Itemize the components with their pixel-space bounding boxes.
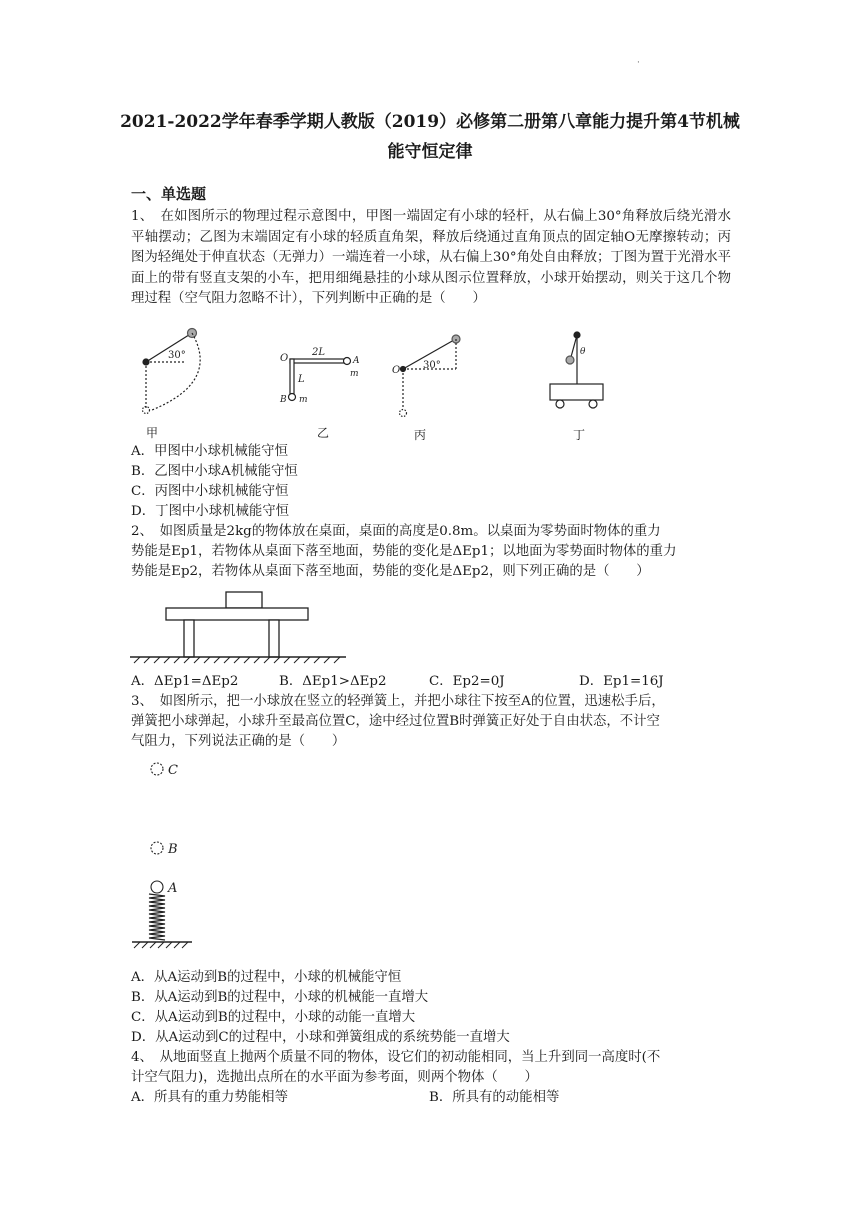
- page-title-line1: 2021-2022学年春季学期人教版（2019）必修第二册第八章能力提升第4节机械: [120, 112, 740, 132]
- question-1-option-d: D．丁图中小球机械能守恒: [131, 504, 290, 519]
- question-3-stem-line1: 3、 如图所示，把一小球放在竖立的轻弹簧上，并把小球往下按至A的位置，迅速松手后，: [131, 694, 665, 709]
- question-4-stem-line1: 4、 从地面竖直上抛两个质量不同的物体，设它们的初动能相同，当上升到同一高度时(不: [131, 1050, 661, 1065]
- question-4-stem-line2: 计空气阻力)，选抛出点所在的水平面为参考面，则两个物体（ ）: [131, 1070, 538, 1085]
- question-4-option-a: A．所具有的重力势能相等: [131, 1090, 288, 1105]
- figure-yi-O: O: [280, 353, 289, 364]
- question-2-option-a: A．ΔEp1=ΔEp2: [131, 674, 239, 689]
- question-2-stem-line3: 势能是Ep2，若物体从桌面下落至地面，势能的变化是ΔEp2，则下列正确的是（ ）: [131, 564, 650, 579]
- question-2-option-c: C．Ep2=0J: [429, 674, 505, 689]
- question-2-stem-line2: 势能是Ep1，若物体从桌面下落至地面，势能的变化是ΔEp1；以地面为零势面时物体的重力: [131, 544, 677, 559]
- figure-caption-ding: 丁: [573, 428, 586, 442]
- question-1-option-b: B．乙图中小球A机械能守恒: [131, 464, 298, 479]
- question-1-option-c: C．丙图中小球机械能守恒: [131, 484, 289, 499]
- figure-label-A: A: [168, 881, 178, 896]
- figure-label-B: B: [168, 842, 178, 857]
- question-3-figure: [130, 755, 210, 950]
- figure-yi-2L: 2L: [312, 347, 326, 358]
- page-title-line2: 能守恒定律: [387, 142, 473, 162]
- question-1-figure: [130, 322, 610, 442]
- question-2-option-b: B．ΔEp1>ΔEp2: [279, 674, 387, 689]
- figure-label-C: C: [168, 763, 178, 778]
- question-4-option-b: B．所具有的动能相等: [429, 1090, 560, 1105]
- figure-ding-theta: θ: [580, 347, 586, 357]
- figure-caption-bing: 丙: [414, 428, 427, 442]
- figure-caption-yi: 乙: [317, 426, 330, 440]
- question-3-stem-line3: 气阻力，下列说法正确的是（ ）: [131, 734, 346, 749]
- question-3-option-a: A．从A运动到B的过程中，小球的机械能守恒: [131, 970, 402, 985]
- figure-yi-mA: m: [350, 369, 359, 379]
- figure-yi-L: L: [298, 374, 305, 385]
- question-2-stem-line1: 2、 如图质量是2kg的物体放在桌面，桌面的高度是0.8m。以桌面为零势面时物体的重力: [131, 524, 661, 539]
- figure-ding: [550, 332, 603, 408]
- figure-bing-O: O: [392, 365, 401, 376]
- figure-bing: [392, 335, 460, 417]
- figure-yi: [279, 347, 360, 405]
- figure-jia: [143, 329, 201, 414]
- figure-yi-A: A: [353, 356, 360, 366]
- question-3-option-b: B．从A运动到B的过程中，小球的机械能一直增大: [131, 990, 429, 1005]
- header-mark: ·: [637, 58, 640, 68]
- question-3-option-d: D．从A运动到C的过程中，小球和弹簧组成的系统势能一直增大: [131, 1030, 510, 1045]
- figure-caption-jia: 甲: [146, 426, 159, 440]
- question-2-figure: [130, 590, 350, 670]
- question-3-option-c: C．从A运动到B的过程中，小球的动能一直增大: [131, 1010, 416, 1025]
- question-1-option-a: A．甲图中小球机械能守恒: [131, 444, 288, 459]
- figure-bing-angle: 30°: [423, 360, 441, 371]
- figure-jia-angle: 30°: [168, 350, 186, 361]
- question-1-stem: 1、 在如图所示的物理过程示意图中，甲图一端固定有小球的轻杆，从右偏上30°角释放后绕光滑水平轴摆动；乙图为末端固定有小球的轻质直角架，释放后绕通过直角顶点的固定轴O无摩擦转动；丙图为轻绳处于伸直状态（无弹力）一端连着一小球，从右偏上30°角处自由释放；丁图为置于光滑水平面上的带有竖直支架的小车，把用细绳悬挂的小球从图示位置释放，小球开始摆动，则关于这几个物理过程（空气阻力忽略不计），下列判断中正确的是（ ）: [131, 209, 731, 306]
- figure-yi-B: B: [280, 395, 287, 405]
- question-3-stem-line2: 弹簧把小球弹起，小球升至最高位置C，途中经过位置B时弹簧正好处于自由状态，不计空: [131, 714, 660, 729]
- question-2-option-d: D．Ep1=16J: [579, 674, 664, 689]
- figure-yi-mB: m: [299, 395, 308, 405]
- section-heading: 一、单选题: [131, 185, 207, 203]
